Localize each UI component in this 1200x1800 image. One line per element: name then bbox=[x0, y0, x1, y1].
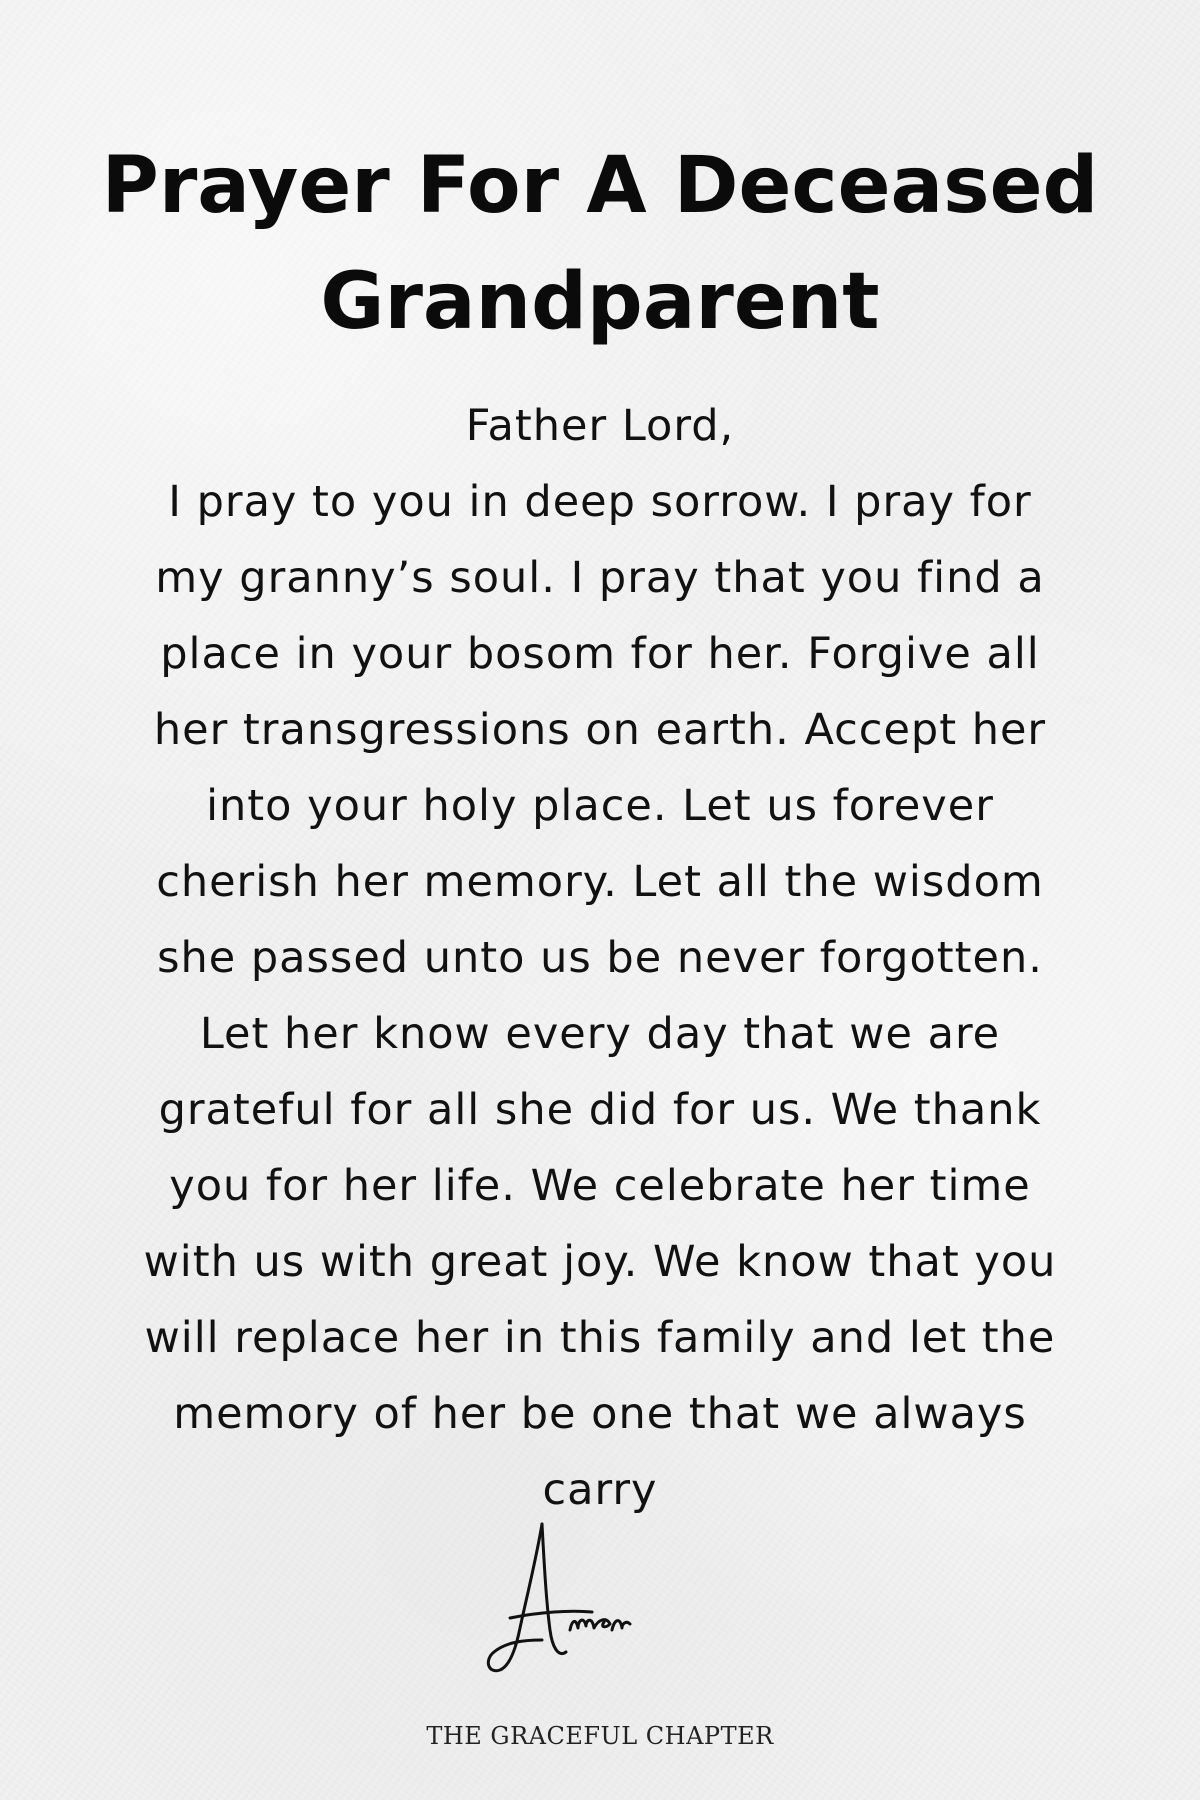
prayer-line: my granny’s soul. I pray that you find a bbox=[155, 553, 1045, 603]
prayer-line: carry bbox=[542, 1465, 658, 1515]
prayer-line: with us with great joy. We know that you bbox=[143, 1237, 1057, 1287]
prayer-line: she passed unto us be never forgotten. bbox=[157, 933, 1043, 983]
title-line-2: Grandparent bbox=[320, 257, 880, 347]
prayer-line: grateful for all she did for us. We thank bbox=[158, 1085, 1042, 1135]
prayer-line: place in your bosom for her. Forgive all bbox=[160, 629, 1040, 679]
amen-signature bbox=[480, 1520, 720, 1680]
brand-footer: THE GRACEFUL CHAPTER bbox=[426, 1722, 774, 1750]
prayer-line: will replace her in this family and let the bbox=[144, 1313, 1056, 1363]
prayer-line: I pray to you in deep sorrow. I pray for bbox=[168, 477, 1032, 527]
page-title bbox=[40, 128, 1160, 360]
prayer-line: Father Lord, bbox=[465, 401, 735, 451]
prayer-line: Let her know every day that we are bbox=[199, 1009, 1001, 1059]
prayer-line: you for her life. We celebrate her time bbox=[169, 1161, 1031, 1211]
prayer-text bbox=[40, 388, 1160, 1528]
title-line-1: Prayer For A Deceased bbox=[101, 141, 1099, 231]
prayer-line: her transgressions on earth. Accept her bbox=[153, 705, 1047, 755]
prayer-line: into your holy place. Let us forever bbox=[206, 781, 994, 831]
prayer-line: memory of her be one that we always bbox=[173, 1389, 1027, 1439]
prayer-line: cherish her memory. Let all the wisdom bbox=[156, 857, 1044, 907]
